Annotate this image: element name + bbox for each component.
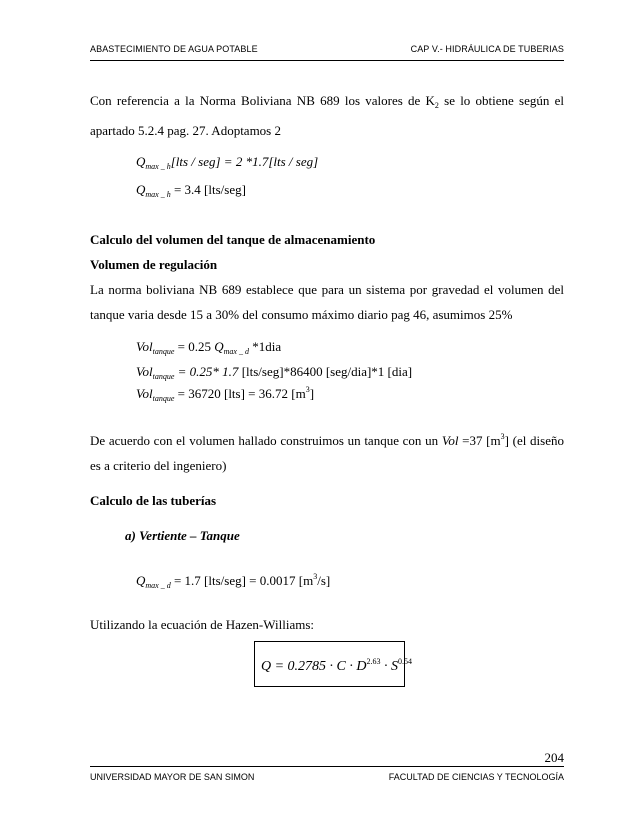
pipes-item-a: a) Vertiente – Tanque <box>125 528 240 543</box>
intro-paragraph <box>90 88 564 143</box>
tank-line-1: La norma boliviana NB 689 establece que para un sistema por gravedad el volumen del <box>90 282 564 297</box>
equation-qmax-h-1: $Q_{max \_ h}[lts / seg] = 2$ *1.7[lts / seg] <box>136 154 319 171</box>
header-right: CAP V.- HIDRÁULICA DE TUBERIAS <box>410 44 564 54</box>
equation-qmax-h-2: $Q_{max \_ h} = 3.4$ [lts/seg] <box>136 182 246 199</box>
section-title-tank: Calculo del volumen del tanque de almacenamiento <box>90 232 376 247</box>
equation-vol-1: Vol$_{tanque}$ = 0.25 $Q_{max \_ d}$ *1dia <box>136 339 282 356</box>
hazen-williams-formula-box <box>254 641 413 687</box>
conclusion-paragraph <box>90 424 564 478</box>
tank-section <box>90 227 564 327</box>
header-left: ABASTECIMIENTO DE AGUA POTABLE <box>90 44 258 54</box>
conclusion-line-1: De acuerdo con el volumen hallado construimos un tanque con un Vol =37 $[m^3]$ (el diseño <box>90 432 564 448</box>
equation-vol-2: Vol$_{tanque}$ = 0.25* 1.7 [lts/seg]*86400 [seg/dia]*1 [dia] <box>136 364 413 381</box>
pipes-section-title: Calculo de las tuberías <box>90 493 217 508</box>
equation-qmax-d: $Q_{max \_ d} = 1.7$ [lts/seg] = 0.0017 $[m^3/s]$ <box>136 572 331 590</box>
page-number: 204 <box>544 750 564 765</box>
conclusion-line-2: es a criterio del ingeniero) <box>90 458 227 473</box>
hazen-intro: Utilizando la ecuación de Hazen-Williams: <box>90 617 314 632</box>
section-subtitle-regulation: Volumen de regulación <box>90 257 218 272</box>
page-number-rule <box>90 752 564 767</box>
equation-vol-3: Vol$_{tanque}$ = 36720 [lts] = 36.72 $[m^3]$ <box>136 385 315 403</box>
page-header <box>90 40 564 61</box>
hazen-williams-formula: $Q = 0.2785 \cdot C \cdot D^{2.63} \cdot S^{0.54}$ <box>261 657 413 674</box>
footer-right: FACULTAD DE CIENCIAS Y TECNOLOGÍA <box>388 772 564 782</box>
intro-line-1: Con referencia a la Norma Boliviana NB 689 los valores de $K_2$ se lo obtiene según el <box>90 93 564 110</box>
intro-line-2: apartado 5.2.4 pag. 27. Adoptamos 2 <box>90 123 281 138</box>
footer-left: UNIVERSIDAD MAYOR DE SAN SIMON <box>90 772 255 782</box>
tank-line-2: tanque varia desde 15 a 30% del consumo máximo diario pag 46, asumimos 25% <box>90 307 513 322</box>
